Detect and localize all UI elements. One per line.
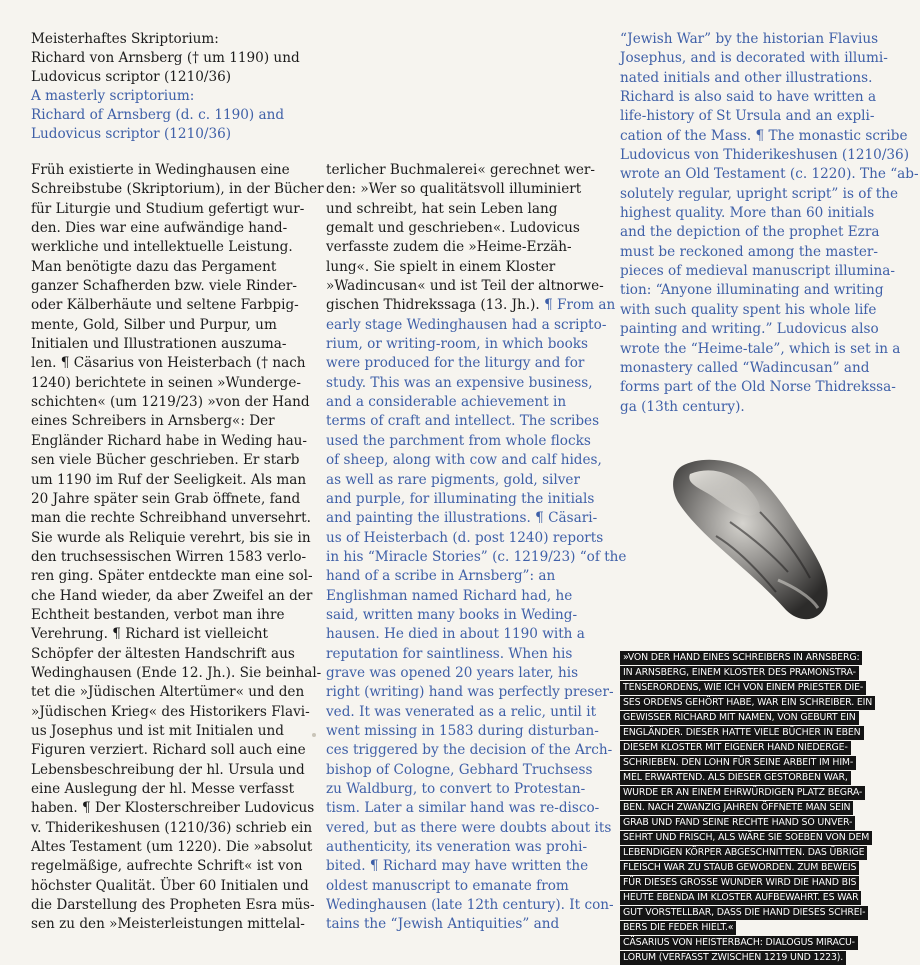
quote-line: IN ARNSBERG, EINEM KLOSTER DES PRAMONSTRA-	[620, 660, 902, 674]
text-line: schichten« (um 1219/23) »von der Hand	[31, 394, 310, 411]
text-line: zu Waldburg, to convert to Protestan-	[326, 781, 586, 797]
heading-german	[31, 30, 321, 87]
text-line: and purple, for illuminating the initials	[326, 490, 595, 507]
text-line: oldest manuscript to emanate from	[326, 877, 569, 894]
text-line: Josephus, and is decorated with illumi-	[620, 50, 888, 67]
quote-line: HEUTE EBENDA IM KLOSTER AUFBEWAHRT. ES WAR	[620, 885, 902, 899]
text-line: um 1190 im Ruf der Seeligkeit. Als man	[31, 471, 307, 488]
text-line: »Jüdischen Krieg« des Historikers Flavi-	[31, 703, 310, 720]
text-line: Schreibstube (Skriptorium), in der Bücher	[31, 181, 324, 198]
text-line: tism. Later a similar hand was re-disco-	[326, 800, 600, 817]
text-line: wrote an Old Testament (c. 1220). The “ab-	[620, 166, 919, 183]
quote-line: TENSERORDENS, WIE ICH VON EINEM PRIESTER DIE-	[620, 675, 902, 689]
text-line: with such quality spent his whole life	[620, 301, 877, 318]
text-line: painting and writing.” Ludovicus also	[620, 321, 879, 338]
quote-line: GUT VORSTELLBAR, DASS DIE HAND DIESES SCHREI-	[620, 900, 902, 914]
text-line: wrote the “Heime-tale”, which is set in a	[620, 340, 901, 357]
text-line: “Jewish War” by the historian Flavius	[620, 31, 879, 47]
quote-line: ENGLÄNDER. DIESER HATTE VIELE BÜCHER IN EBEN	[620, 720, 902, 734]
text-line: must be reckoned among the master-	[620, 243, 878, 260]
text-line: life-history of St Ursula and an expli-	[620, 108, 875, 125]
text-line: early stage Wedinghausen had a scripto-	[326, 316, 607, 333]
text-line: Lebensbeschreibung der hl. Ursula und	[31, 761, 305, 778]
text-line: den truchsessischen Wirren 1583 verlo-	[31, 548, 307, 565]
quote-line: BEN. NACH ZWANZIG JAHREN ÖFFNETE MAN SEIN	[620, 795, 902, 809]
text-line: sen zu den »Meisterleistungen mittelal-	[31, 916, 305, 933]
german-fragment: gischen Thidrekssaga (13. Jh.).	[326, 297, 545, 314]
text-line: gemalt und geschrieben«. Ludovicus	[326, 220, 580, 237]
text-line: us of Heisterbach (d. post 1240) reports	[326, 529, 604, 546]
text-line: len. ¶ Cäsarius von Heisterbach († nach	[31, 355, 306, 372]
text-line: man die rechte Schreibhand unversehrt.	[31, 510, 311, 527]
text-line: as well as rare pigments, gold, silver	[326, 471, 580, 488]
text-line: Ludovicus von Thiderikeshusen (1210/36)	[620, 147, 910, 164]
text-line: Englishman named Richard had, he	[326, 587, 573, 604]
text-line: v. Thiderikeshusen (1210/36) schrieb ein	[31, 819, 313, 836]
text-line: für Liturgie und Studium gefertigt wur-	[31, 200, 305, 217]
section-heading	[31, 30, 321, 145]
text-line: bishop of Cologne, Gebhard Truchsess	[326, 761, 593, 778]
text-line: and a considerable achievement in	[326, 394, 567, 411]
quote-line: MEL ERWARTEND. ALS DIESER GESTORBEN WAR,	[620, 765, 902, 779]
text-line: oder Kälberhäute und seltene Farbpig-	[31, 297, 299, 314]
text-line: Wedinghausen (Ende 12. Jh.). Sie beinhal-	[31, 664, 322, 681]
text-line: highest quality. More than 60 initials	[620, 205, 875, 222]
quote-line: FÜR DIESES GROSSE WUNDER WIRD DIE HAND BIS	[620, 870, 902, 884]
text-line: pieces of medieval manuscript illumina-	[620, 263, 895, 280]
text-line: said, written many books in Weding-	[326, 606, 578, 623]
relic-hand-photo	[660, 452, 838, 628]
quote-line: »VON DER HAND EINES SCHREIBERS IN ARNSBERG:	[620, 645, 902, 659]
text-line: die Darstellung des Propheten Esra müs-	[31, 897, 315, 914]
text-line: und schreibt, hat sein Leben lang	[326, 200, 558, 217]
quote-line: GEWISSER RICHARD MIT NAMEN, VON GEBURT EIN	[620, 705, 902, 719]
text-line: ces triggered by the decision of the Arch-	[326, 742, 613, 759]
text-line: lung«. Sie spielt in einem Kloster	[326, 258, 556, 275]
heading-line: Ludovicus scriptor (1210/36)	[31, 126, 232, 143]
text-line: den: »Wer so qualitätsvoll illuminiert	[326, 181, 582, 198]
quote-line: GRAB UND FAND SEINE RECHTE HAND SO UNVER-	[620, 810, 902, 824]
english-text-column	[620, 30, 919, 417]
text-line: us Josephus und ist mit Initialen und	[31, 722, 284, 739]
text-line: bited. ¶ Richard may have written the	[326, 858, 589, 875]
heading-line: Meisterhaftes Skriptorium:	[31, 31, 219, 47]
heading-english	[31, 87, 321, 144]
quote-line: BERS DIE FEDER HIELT.«	[620, 915, 902, 929]
quote-line: DIESEM KLOSTER MIT EIGENER HAND NIEDERGE-	[620, 735, 902, 749]
text-line: den. Dies war eine aufwändige hand-	[31, 220, 288, 237]
text-line: Wedinghausen (late 12th century). It con-	[326, 897, 614, 914]
text-line: Man benötigte dazu das Pergament	[31, 258, 277, 275]
quote-line: SEHRT UND FRISCH, ALS WÄRE SIE SOEBEN VON DEM	[620, 825, 902, 839]
quote-line: CÄSARIUS VON HEISTERBACH: DIALOGUS MIRACU-	[620, 930, 902, 944]
text-line: went missing in 1583 during disturban-	[326, 722, 599, 739]
text-line: che Hand wieder, da aber Zweifel an der	[31, 587, 313, 604]
text-line: reputation for saintliness. When his	[326, 645, 573, 662]
caesarius-quote	[620, 645, 902, 963]
text-line: tet die »Jüdischen Altertümer« und den	[31, 684, 305, 701]
text-line: terms of craft and intellect. The scribes	[326, 413, 600, 430]
quote-line: SCHRIEBEN. DEN LOHN FÜR SEINE ARBEIT IM HIM-	[620, 750, 902, 764]
text-line: terlicher Buchmalerei« gerechnet wer-	[326, 162, 595, 178]
text-line: 1240) berichtete in seinen »Wunderge-	[31, 374, 302, 391]
paper-speck	[312, 733, 316, 737]
text-line: 20 Jahre später sein Grab öffnete, fand	[31, 490, 301, 507]
text-line: were produced for the liturgy and for	[326, 355, 585, 372]
text-line: forms part of the Old Norse Thidrekssa-	[620, 379, 896, 396]
text-line: solutely regular, upright script” is of the	[620, 185, 899, 202]
text-line: Sie wurde als Reliquie verehrt, bis sie in	[31, 529, 311, 546]
text-line: eines Schreibers in Arnsberg«: Der	[31, 413, 275, 430]
heading-line: Ludovicus scriptor (1210/36)	[31, 69, 232, 86]
text-line: Richard is also said to have written a	[620, 89, 877, 106]
text-line: right (writing) hand was perfectly preser-	[326, 684, 614, 701]
text-line: Echtheit bestanden, verbot man ihre	[31, 606, 285, 623]
text-line: sen viele Bücher geschrieben. Er starb	[31, 452, 300, 469]
heading-line: Richard of Arnsberg (d. c. 1190) and	[31, 107, 285, 124]
text-line: ren ging. Später entdeckte man eine sol-	[31, 568, 313, 585]
text-line: rium, or writing-room, in which books	[326, 336, 589, 353]
text-line: Figuren verziert. Richard soll auch eine	[31, 742, 306, 759]
text-line: study. This was an expensive business,	[326, 374, 593, 391]
english-fragment: ¶ From an	[544, 297, 616, 314]
text-line: eine Auslegung der hl. Messe verfasst	[31, 781, 295, 797]
text-line: Initialen und Illustrationen auszuma-	[31, 336, 287, 353]
text-line	[326, 296, 616, 315]
text-line: in his “Miracle Stories” (c. 1219/23) “of the	[326, 548, 627, 565]
text-line: verfasste zudem die »Heime-Erzäh-	[326, 239, 572, 256]
heading-line: Richard von Arnsberg († um 1190) und	[31, 50, 300, 67]
mixed-text-column	[326, 161, 627, 935]
quote-line: LEBENDIGEN KÖRPER ABGESCHNITTEN. DAS ÜBRIGE	[620, 840, 902, 854]
text-line: and painting the illustrations. ¶ Cäsari-	[326, 510, 598, 527]
text-line: Engländer Richard habe in Weding hau-	[31, 432, 308, 449]
text-line: Verehrung. ¶ Richard ist vielleicht	[31, 626, 268, 643]
quote-line: SES ORDENS GEHÖRT HABE, WAR EIN SCHREIBER. EIN	[620, 690, 902, 704]
heading-line: A masterly scriptorium:	[31, 88, 195, 105]
text-line: regelmäßige, aufrechte Schrift« ist von	[31, 858, 303, 875]
text-line: »Wadincusan« und ist Teil der altnorwe-	[326, 278, 604, 295]
text-line: höchster Qualität. Über 60 Initialen und	[31, 877, 309, 894]
german-text-column	[31, 161, 324, 935]
text-line: mente, Gold, Silber und Purpur, um	[31, 316, 277, 333]
quote-line: WURDE ER AN EINEM EHRWÜRDIGEN PLATZ BEGRA-	[620, 780, 902, 794]
text-line: vered, but as there were doubts about its	[326, 819, 612, 836]
text-line: ganzer Schafherden bzw. viele Rinder-	[31, 278, 298, 295]
text-line: of sheep, along with cow and calf hides,	[326, 452, 602, 469]
text-line: used the parchment from whole flocks	[326, 432, 591, 449]
text-line: and the depiction of the prophet Ezra	[620, 224, 880, 241]
quote-line: LORUM (VERFASST ZWISCHEN 1219 UND 1223).	[620, 945, 902, 959]
text-line: monastery called “Wadincusan” and	[620, 359, 870, 376]
text-line: werkliche und intellektuelle Leistung.	[31, 239, 293, 256]
text-line: ved. It was venerated as a relic, until it	[326, 703, 597, 720]
text-line: ga (13th century).	[620, 398, 745, 415]
text-line: haben. ¶ Der Klosterschreiber Ludovicus	[31, 800, 315, 817]
text-line: hausen. He died in about 1190 with a	[326, 626, 585, 643]
text-line: authenticity, its veneration was prohi-	[326, 839, 588, 856]
text-line: Schöpfer der ältesten Handschrift aus	[31, 645, 295, 662]
text-line: cation of the Mass. ¶ The monastic scribe	[620, 127, 908, 144]
text-line: nated initials and other illustrations.	[620, 69, 873, 86]
text-line: tion: “Anyone illuminating and writing	[620, 282, 884, 299]
text-line: grave was opened 20 years later, his	[326, 664, 579, 681]
quote-line: FLEISCH WAR ZU STAUB GEWORDEN. ZUM BEWEIS	[620, 855, 902, 869]
text-line: tains the “Jewish Antiquities” and	[326, 916, 560, 933]
text-line: Altes Testament (um 1220). Die »absolut	[31, 839, 313, 856]
text-line: hand of a scribe in Arnsberg”: an	[326, 568, 556, 585]
text-line: Früh existierte in Wedinghausen eine	[31, 162, 290, 178]
